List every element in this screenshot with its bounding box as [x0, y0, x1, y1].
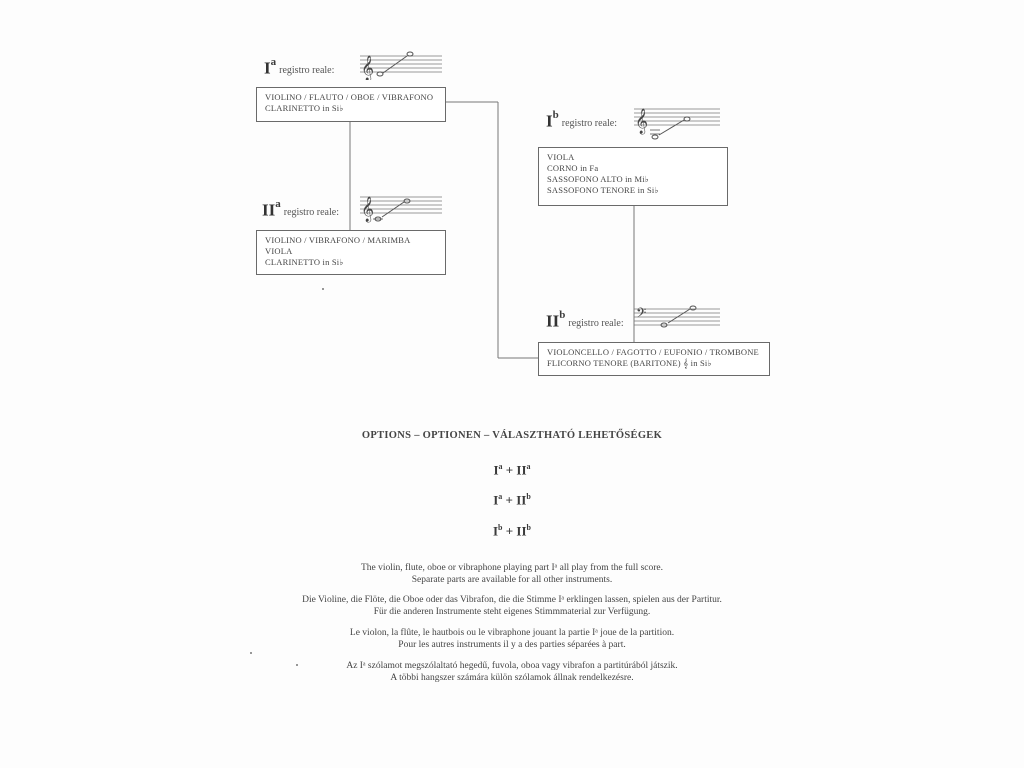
part-ia-label [264, 58, 334, 78]
staff-ia [358, 50, 444, 80]
part-ib-line: VIOLA [547, 152, 575, 162]
bass-clef-icon: 𝄢 [636, 305, 647, 324]
part-iib-box [538, 342, 770, 376]
note-line: The violin, flute, oboe or vibraphone playing part Iᵃ all play from the full score. [360, 563, 664, 573]
part-ib-line: SASSOFONO ALTO in Mi♭ [547, 174, 649, 184]
staff-ib [632, 103, 722, 143]
note-german [0, 594, 1024, 618]
part-iia-line: CLARINETTO in Si♭ [265, 257, 344, 267]
part-iia-label [262, 200, 339, 220]
note-line: Die Violine, die Flöte, die Oboe oder das Vibrafon, die die Stimme Iᵃ erklingen lassen, spielen aus der Partitur. [302, 595, 722, 605]
part-iib-line: VIOLONCELLO / FAGOTTO / EUFONIO / TROMBONE [547, 347, 759, 357]
note-line: Für die anderen Instrumente steht eigenes Stimmmaterial zur Verfügung. [373, 607, 651, 617]
part-ia-register: registro reale: [279, 65, 335, 77]
low-note-icon [652, 135, 658, 139]
part-iia-sup: a [275, 198, 281, 210]
combo-left: I [493, 462, 499, 478]
note-french [0, 627, 1024, 651]
treble-clef-icon: 𝄞 [635, 109, 649, 134]
combo-left-sup: a [498, 462, 503, 471]
part-ia-roman: I [264, 58, 271, 78]
combo-plus: + [505, 492, 513, 508]
part-ib-label [546, 111, 617, 131]
part-ib-line: CORNO in Fa [547, 163, 599, 173]
note-english [0, 562, 1024, 586]
high-note-icon [690, 306, 696, 310]
part-ib-register: registro reale: [561, 118, 617, 130]
part-iia-roman: II [262, 200, 276, 220]
note-line: Le violon, la flûte, le hautbois ou le vibraphone jouant la partie Iᵃ joue de la partition. [349, 628, 675, 638]
option-combo [0, 523, 1024, 539]
note-line: Az Iᵃ szólamot megszólaltató hegedű, fuvola, oboa vagy vibrafon a partitúrából játszik. [346, 661, 678, 671]
part-ib-line: SASSOFONO TENORE in Si♭ [547, 185, 659, 195]
combo-left-sup: b [498, 523, 503, 532]
high-note-icon [684, 117, 690, 121]
combo-left-sup: a [498, 492, 503, 501]
part-iib-label [546, 311, 624, 331]
part-ib-box [538, 147, 728, 206]
part-iia-register: registro reale: [283, 207, 339, 219]
combo-right-sup: a [526, 462, 531, 471]
part-iib-sup: b [559, 309, 566, 321]
combo-right: II [516, 523, 527, 539]
low-note-icon [377, 72, 383, 76]
note-line: A többi hangszer számára külön szólamok állnak rendelkezésre. [390, 673, 634, 683]
combo-right: II [516, 492, 527, 508]
part-iia-line: VIOLA [265, 246, 293, 256]
speck [322, 288, 324, 290]
combo-right-sup: b [526, 492, 531, 501]
staff-iia [358, 191, 444, 223]
note-hungarian [0, 660, 1024, 684]
part-ib-sup: b [552, 109, 559, 121]
treble-clef-icon: 𝄞 [361, 56, 375, 80]
speck [250, 652, 252, 654]
combo-plus: + [505, 462, 514, 478]
part-ib-roman: I [546, 111, 553, 131]
combo-right-sup: b [526, 523, 531, 532]
part-iia-line: VIOLINO / VIBRAFONO / MARIMBA [265, 235, 411, 245]
part-ia-sup: a [270, 56, 277, 68]
part-ia-box [256, 87, 446, 122]
combo-left: I [493, 492, 499, 508]
combo-plus: + [505, 523, 514, 539]
option-combo [0, 492, 1024, 508]
part-ia-line: CLARINETTO in Si♭ [265, 103, 344, 113]
note-line: Separate parts are available for all other instruments. [411, 575, 613, 585]
speck [296, 664, 298, 666]
high-note-icon [407, 52, 413, 56]
options-title: OPTIONS – OPTIONEN – VÁLASZTHATÓ LEHETŐSÉGEK [361, 430, 663, 441]
treble-clef-icon: 𝄞 [361, 197, 375, 222]
combo-left: I [492, 523, 499, 539]
combo-right: II [516, 462, 527, 478]
glissando-line [659, 120, 684, 135]
part-iib-register: registro reale: [568, 318, 624, 330]
staff-iib [632, 303, 722, 331]
part-iib-roman: II [546, 311, 560, 331]
part-iib-line: FLICORNO TENORE (BARITONE) 𝄞 in Si♭ [547, 358, 712, 368]
part-iia-box [256, 230, 446, 275]
part-ia-line: VIOLINO / FLAUTO / OBOE / VIBRAFONO [265, 92, 434, 102]
note-line: Pour les autres instruments il y a des parties séparées à part. [398, 640, 626, 650]
glissando-line [382, 202, 404, 217]
option-combo [0, 462, 1024, 478]
glissando-line [383, 56, 407, 73]
